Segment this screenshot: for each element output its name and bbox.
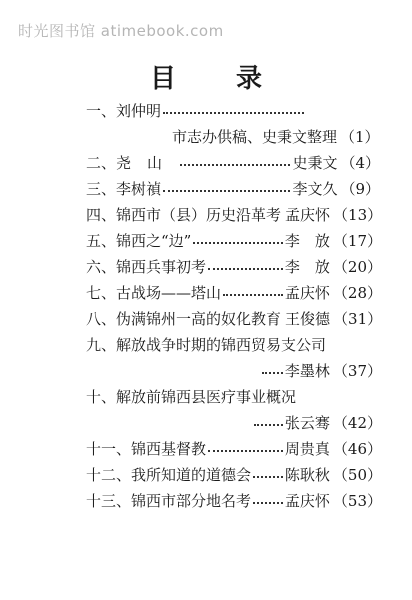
- entry-number: 六、: [86, 258, 117, 276]
- entry-title: 锦西市部分地名考: [131, 492, 252, 510]
- entry-number: 十、: [86, 388, 117, 406]
- entry-author: 周贵真: [284, 440, 330, 458]
- toc-entry-continuation: [172, 126, 378, 147]
- entry-title: 伪满锦州一高的奴化教育: [116, 310, 282, 328]
- leader-dots: [193, 233, 283, 243]
- toc-entry: [86, 490, 382, 511]
- toc-entry-continuation: [260, 360, 382, 381]
- entry-author: 陈耿秋: [284, 466, 330, 484]
- entry-title: 我所知道的道德会: [131, 466, 252, 484]
- toc-entry: [86, 464, 382, 485]
- entry-number: 五、: [86, 232, 117, 250]
- toc-entry: [86, 152, 380, 173]
- entry-number: 八、: [86, 310, 117, 328]
- entry-number: 十一、: [86, 440, 132, 458]
- toc-entry: [86, 438, 382, 459]
- entry-page: （37）: [332, 362, 382, 380]
- leader-dots: [262, 363, 283, 373]
- entry-title: 锦西之“边”: [116, 232, 192, 250]
- page-title: 目录: [149, 64, 322, 94]
- entry-author: 李 放: [284, 258, 330, 276]
- entry-author: 孟庆怀: [285, 206, 331, 224]
- entry-author: 李 放: [284, 232, 330, 250]
- entry-title: 锦西基督教: [131, 440, 207, 458]
- entry-title: 解放战争时期的锦西贸易支公司: [116, 336, 327, 354]
- entry-number: 十二、: [86, 466, 132, 484]
- entry-page: （42）: [332, 414, 382, 432]
- entry-page: （17）: [332, 232, 382, 250]
- entry-number: 九、: [86, 336, 117, 354]
- entry-number: 三、: [86, 180, 117, 198]
- leader-dots: [254, 415, 283, 425]
- entry-title: 尧山: [116, 154, 179, 172]
- entry-title: 锦西兵事初考: [116, 258, 207, 276]
- entry-title: 刘仲明: [116, 102, 162, 120]
- entry-title: 李树禎: [116, 180, 162, 198]
- entry-title: 解放前锦西县医疗事业概况: [116, 388, 297, 406]
- entry-author: 孟庆怀: [284, 492, 330, 510]
- entry-author: 史秉文: [292, 154, 338, 172]
- entry-number: 七、: [86, 284, 117, 302]
- toc-entry: [86, 178, 380, 199]
- leader-dots: [163, 181, 290, 191]
- toc-entry: [86, 204, 382, 225]
- entry-source: 市志办供稿、史秉文整理: [172, 128, 338, 146]
- leader-dots: [253, 467, 283, 477]
- entry-page: （31）: [333, 310, 383, 328]
- leader-dots: [180, 155, 290, 165]
- entry-page: （53）: [332, 492, 382, 510]
- toc-entry: [86, 334, 382, 355]
- toc-entry: [86, 386, 382, 407]
- entry-page: （28）: [332, 284, 382, 302]
- leader-dots: [208, 259, 283, 269]
- leader-dots: [208, 441, 283, 451]
- entry-page: （13）: [333, 206, 383, 224]
- entry-number: 四、: [86, 206, 117, 224]
- entry-author: 王俊德: [285, 310, 331, 328]
- entry-number: 十三、: [86, 492, 132, 510]
- toc-entry: [86, 282, 382, 303]
- entry-number: 二、: [86, 154, 117, 172]
- entry-page: （46）: [332, 440, 382, 458]
- toc-entry: [86, 256, 382, 277]
- toc-entry-continuation: [252, 412, 382, 433]
- leader-dots: [163, 103, 304, 113]
- entry-author: 李墨林: [284, 362, 330, 380]
- entry-page: （9）: [340, 180, 380, 198]
- watermark: 时光图书馆 atimebook.com: [18, 22, 224, 40]
- entry-page: （4）: [340, 154, 380, 172]
- leader-dots: [253, 493, 283, 503]
- toc-entry: [86, 308, 382, 329]
- entry-author: 孟庆怀: [284, 284, 330, 302]
- entry-page: （20）: [332, 258, 382, 276]
- entry-title: 古战场——塔山: [116, 284, 222, 302]
- entry-page: （50）: [332, 466, 382, 484]
- toc-entry: [86, 230, 382, 251]
- toc-entry: [86, 100, 306, 121]
- entry-author: 李文久: [292, 180, 338, 198]
- entry-number: 一、: [86, 102, 117, 120]
- leader-dots: [223, 285, 283, 295]
- entry-author: 张云骞: [284, 414, 330, 432]
- entry-page: （1）: [340, 128, 380, 146]
- entry-title: 锦西市（县）历史沿革考: [116, 206, 282, 224]
